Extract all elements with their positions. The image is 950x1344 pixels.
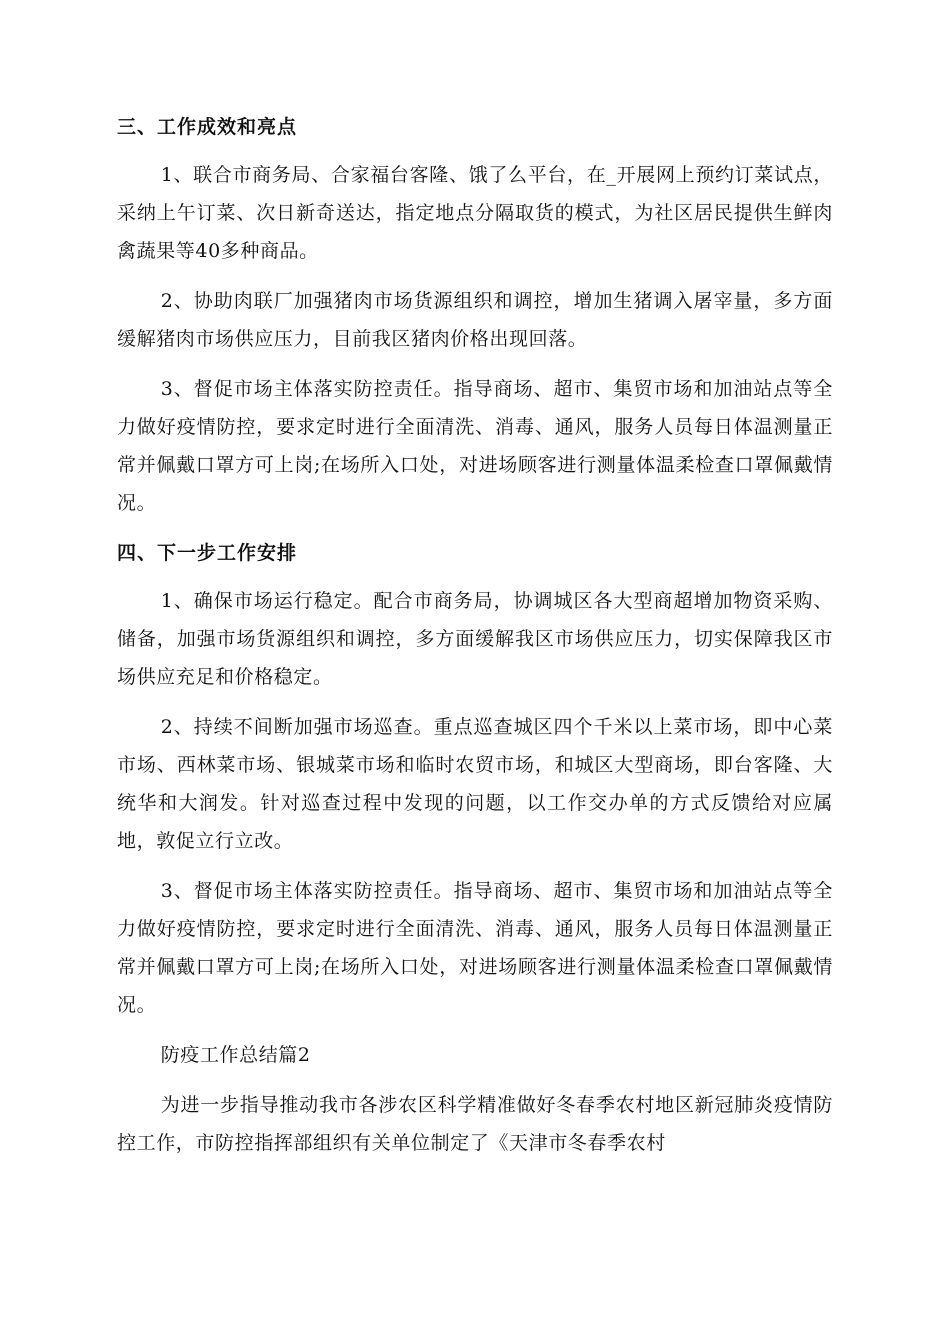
- paragraph: 2、持续不间断加强市场巡查。重点巡查城区四个千米以上菜市场，即中心菜市场、西林菜市场、银城菜市场和临时农贸市场，和城区大型商场，即台客隆、大统华和大润发。针对巡查过程中发现的问题，以工作交办单的方式反馈给对应属地，敦促立行立改。: [117, 716, 833, 852]
- paragraph: 1、确保市场运行稳定。配合市商务局，协调城区各大型商超增加物资采购、储备，加强市场货源组织和调控，多方面缓解我区市场供应压力，切实保障我区市场供应充足和价格稳定。: [117, 590, 833, 688]
- paragraph: 1、联合市商务局、合家福台客隆、饿了么平台，在_开展网上预约订菜试点，采纳上午订菜、次日新奇送达，指定地点分隔取货的模式，为社区居民提供生鲜肉禽蔬果等40多种商品。: [117, 164, 833, 262]
- paragraph: 2、协助肉联厂加强猪肉市场货源组织和调控，增加生猪调入屠宰量，多方面缓解猪肉市场供应压力，目前我区猪肉价格出现回落。: [117, 290, 833, 350]
- next-article: [117, 1036, 833, 1162]
- section-heading: 四、下一步工作安排: [117, 542, 298, 564]
- paragraph: 为进一步指导推动我市各涉农区科学精准做好冬春季农村地区新冠肺炎疫情防控工作，市防控指挥部组织有关单位制定了《天津市冬春季农村: [117, 1094, 833, 1154]
- paragraph: 3、督促市场主体落实防控责任。指导商场、超市、集贸市场和加油站点等全力做好疫情防控，要求定时进行全面清洗、消毒、通风，服务人员每日体温测量正常并佩戴口罩方可上岗;在场所入口处，对进场顾客进行测量体温柔检查口罩佩戴情况。: [117, 378, 833, 514]
- document-page: [117, 108, 833, 1174]
- article-title: 防疫工作总结篇2: [160, 1044, 311, 1066]
- section-achievements: [117, 108, 833, 522]
- section-next-steps: [117, 534, 833, 1024]
- section-heading: 三、工作成效和亮点: [117, 116, 298, 138]
- paragraph: 3、督促市场主体落实防控责任。指导商场、超市、集贸市场和加油站点等全力做好疫情防控，要求定时进行全面清洗、消毒、通风，服务人员每日体温测量正常并佩戴口罩方可上岗;在场所入口处，对进场顾客进行测量体温柔检查口罩佩戴情况。: [117, 880, 833, 1016]
